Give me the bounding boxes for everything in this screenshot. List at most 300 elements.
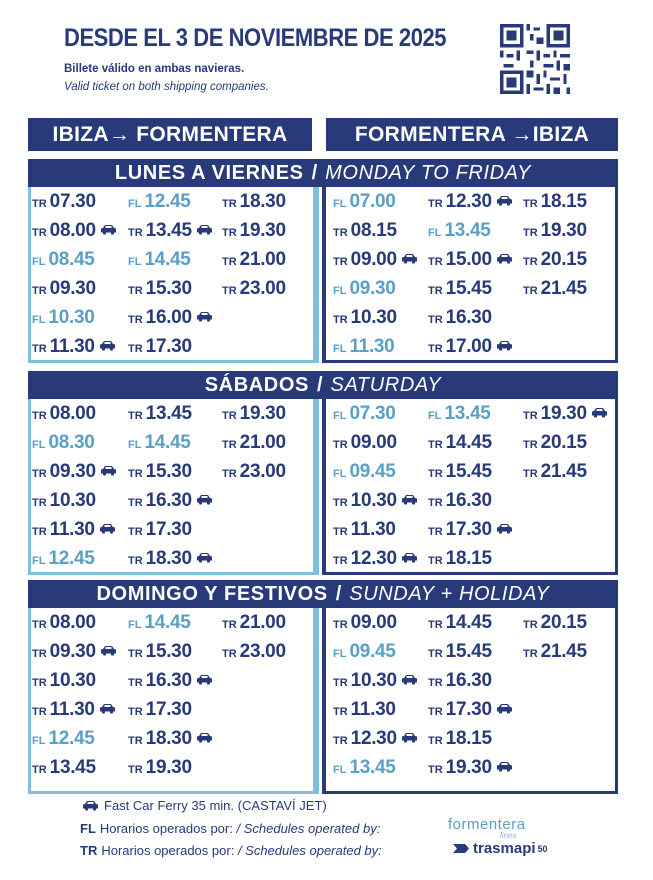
time-value: 18.15 [445, 728, 492, 749]
time-value: 09.30 [49, 641, 96, 662]
departure-time [428, 336, 513, 358]
time-value: 11.30 [49, 519, 95, 540]
car-icon [496, 523, 513, 534]
operator-code: TR [128, 410, 143, 422]
time-value: 11.30 [49, 699, 95, 720]
operator-code: FL [333, 198, 347, 210]
departure-time [333, 336, 394, 358]
departure-time [32, 757, 96, 779]
legend-fl-abbr: FL [80, 821, 96, 836]
car-icon [401, 732, 418, 743]
operator-code: FL [333, 343, 347, 355]
subtitle-es: Billete válido en ambas navieras. [64, 63, 245, 75]
time-value: 11.30 [350, 699, 396, 720]
operator-code: FL [428, 227, 442, 239]
operator-code: FL [333, 410, 347, 422]
car-icon [496, 703, 513, 714]
operator-code: TR [32, 343, 47, 355]
departure-time [333, 249, 418, 271]
departure-time [333, 670, 418, 692]
time-value: 15.45 [445, 278, 492, 299]
time-value: 16.30 [445, 307, 492, 328]
car-icon [496, 761, 513, 772]
time-value: 16.30 [145, 670, 192, 691]
operator-code: TR [128, 497, 143, 509]
formentera-lines-logo-sub: lines [500, 831, 517, 840]
operator-code: TR [523, 198, 538, 210]
departure-time [128, 670, 213, 692]
departure-time [428, 699, 513, 721]
time-value: 19.30 [540, 403, 587, 424]
operator-code: TR [128, 706, 143, 718]
operator-code: TR [428, 764, 443, 776]
operator-code: TR [428, 619, 443, 631]
trasmapi-logo-icon [452, 842, 470, 855]
time-value: 19.30 [239, 220, 286, 241]
car-icon [100, 645, 117, 656]
time-value: 16.00 [145, 307, 192, 328]
departure-time [32, 641, 117, 663]
page-title: DESDE EL 3 DE NOVIEMBRE DE 2025 [64, 24, 447, 52]
operator-code: FL [333, 468, 347, 480]
departure-time [333, 490, 418, 512]
time-value: 13.45 [49, 757, 96, 778]
operator-code: FL [128, 256, 142, 268]
car-icon [99, 703, 116, 714]
legend-tr [80, 843, 382, 858]
operator-code: FL [428, 410, 442, 422]
section-label-es: SÁBADOS [204, 373, 309, 396]
operator-code: TR [222, 619, 237, 631]
operator-code: TR [222, 285, 237, 297]
legend-fl-en: / Schedules operated by: [236, 821, 381, 836]
departure-time [333, 432, 397, 454]
time-value: 09.30 [49, 278, 96, 299]
operator-code: TR [428, 555, 443, 567]
operator-code: TR [128, 227, 143, 239]
departure-time [32, 191, 96, 213]
departure-time [333, 757, 396, 779]
time-value: 08.30 [48, 432, 95, 453]
time-value: 15.30 [145, 278, 192, 299]
time-value: 18.15 [445, 548, 492, 569]
trasmapi-logo-text: trasmapi [473, 840, 536, 857]
operator-code: TR [333, 706, 348, 718]
departure-time [128, 728, 213, 750]
car-icon [401, 552, 418, 563]
time-value: 20.15 [540, 432, 587, 453]
operator-code: TR [32, 764, 47, 776]
departure-time [128, 278, 192, 300]
operator-code: TR [333, 735, 348, 747]
operator-code: TR [523, 227, 538, 239]
time-value: 19.30 [540, 220, 587, 241]
operator-code: TR [32, 468, 47, 480]
time-value: 12.45 [144, 191, 191, 212]
time-value: 08.45 [48, 249, 95, 270]
operator-code: TR [128, 343, 143, 355]
time-value: 21.45 [540, 641, 587, 662]
car-icon [196, 494, 213, 505]
departure-time [128, 699, 192, 721]
car-icon [196, 552, 213, 563]
time-value: 12.30 [350, 728, 397, 749]
legend-tr-es: Horarios operados por: [101, 843, 235, 858]
car-icon [196, 311, 213, 322]
legend-fl-es: Horarios operados por: [99, 821, 233, 836]
departure-time [128, 548, 213, 570]
departure-time [128, 757, 192, 779]
operator-code: TR [32, 285, 47, 297]
operator-code: FL [32, 735, 46, 747]
departure-time [32, 278, 96, 300]
car-icon [99, 523, 116, 534]
operator-code: TR [523, 410, 538, 422]
car-icon [496, 340, 513, 351]
subtitle-en: Valid ticket on both shipping companies. [64, 81, 269, 93]
operator-code: TR [222, 256, 237, 268]
time-value: 14.45 [445, 612, 492, 633]
time-value: 15.45 [445, 461, 492, 482]
operator-code: TR [222, 410, 237, 422]
time-value: 14.45 [144, 249, 191, 270]
departure-time [222, 278, 286, 300]
car-icon [401, 494, 418, 505]
departure-time [428, 641, 492, 663]
legend-fl [80, 821, 380, 836]
departure-time [32, 670, 96, 692]
time-value: 13.45 [349, 757, 396, 778]
legend-tr-en: / Schedules operated by: [237, 843, 382, 858]
operator-code: TR [428, 256, 443, 268]
time-value: 21.00 [239, 432, 286, 453]
time-value: 15.00 [445, 249, 492, 270]
time-value: 16.30 [145, 490, 192, 511]
time-value: 21.45 [540, 278, 587, 299]
operator-code: FL [128, 198, 142, 210]
operator-code: FL [333, 285, 347, 297]
operator-code: TR [523, 256, 538, 268]
time-value: 17.30 [445, 519, 492, 540]
car-icon [496, 253, 513, 264]
departure-time [428, 728, 492, 750]
time-value: 18.15 [540, 191, 587, 212]
departure-time [333, 548, 418, 570]
departure-time [523, 278, 587, 300]
operator-code: TR [222, 198, 237, 210]
car-icon [99, 340, 116, 351]
departure-time [128, 490, 213, 512]
time-value: 17.30 [145, 336, 192, 357]
section-label-en: SATURDAY [330, 373, 442, 396]
time-value: 07.00 [349, 191, 396, 212]
legend-car-text: Fast Car Ferry 35 min. (CASTAVÍ JET) [104, 798, 327, 813]
section-header [28, 371, 618, 399]
departure-time [523, 220, 587, 242]
departure-time [32, 699, 116, 721]
car-icon [100, 465, 117, 476]
operator-code: TR [428, 526, 443, 538]
car-icon [82, 800, 99, 811]
departure-time [128, 191, 191, 213]
departure-time [32, 490, 96, 512]
operator-code: TR [428, 439, 443, 451]
time-value: 08.00 [49, 612, 96, 633]
time-value: 09.00 [350, 612, 397, 633]
departure-time [32, 519, 116, 541]
operator-code: TR [222, 227, 237, 239]
section-label-es: LUNES A VIERNES [114, 161, 304, 184]
departure-time [428, 461, 492, 483]
operator-code: TR [428, 314, 443, 326]
operator-code: TR [128, 314, 143, 326]
operator-code: TR [128, 764, 143, 776]
departure-time [128, 432, 191, 454]
time-value: 08.15 [350, 220, 397, 241]
time-value: 15.30 [145, 461, 192, 482]
time-value: 21.00 [239, 612, 286, 633]
departure-time [428, 249, 513, 271]
departure-time [523, 191, 587, 213]
time-value: 09.00 [350, 249, 397, 270]
time-value: 10.30 [48, 307, 95, 328]
section-label-es: DOMINGO Y FESTIVOS [96, 582, 328, 605]
car-icon [196, 224, 213, 235]
time-value: 17.30 [145, 699, 192, 720]
time-value: 12.45 [48, 728, 95, 749]
departure-time [428, 757, 513, 779]
time-value: 13.45 [444, 403, 491, 424]
operator-code: TR [32, 410, 47, 422]
departure-time [428, 191, 513, 213]
departure-time [333, 461, 396, 483]
route-formentera-ibiza: FORMENTERA →IBIZA [326, 118, 618, 151]
departure-time [222, 612, 286, 634]
operator-code: TR [128, 677, 143, 689]
time-value: 19.30 [239, 403, 286, 424]
route-ibiza-formentera: IBIZA→ FORMENTERA [28, 118, 312, 151]
departure-time [333, 278, 396, 300]
time-value: 21.45 [540, 461, 587, 482]
operator-code: TR [222, 648, 237, 660]
time-value: 23.00 [239, 278, 286, 299]
departure-time [333, 641, 396, 663]
time-value: 09.00 [350, 432, 397, 453]
departure-time [128, 307, 213, 329]
time-value: 12.30 [350, 548, 397, 569]
departure-time [523, 612, 587, 634]
operator-code: TR [523, 648, 538, 660]
departure-time [333, 612, 397, 634]
time-value: 09.30 [49, 461, 96, 482]
time-value: 11.30 [349, 336, 395, 357]
departure-time [428, 612, 492, 634]
operator-code: TR [333, 526, 348, 538]
departure-time [428, 519, 513, 541]
section-separator: / [311, 161, 318, 184]
section-header [28, 159, 618, 187]
departure-time [222, 641, 286, 663]
departure-time [222, 220, 286, 242]
departure-time [523, 432, 587, 454]
departure-time [128, 612, 191, 634]
departure-time [32, 220, 117, 242]
time-value: 12.45 [48, 548, 95, 569]
time-value: 21.00 [239, 249, 286, 270]
departure-time [222, 249, 286, 271]
time-value: 16.30 [445, 490, 492, 511]
departure-time [222, 191, 286, 213]
departure-time [128, 249, 191, 271]
qr-code-icon[interactable] [500, 24, 570, 94]
operator-code: TR [523, 439, 538, 451]
operator-code: TR [428, 198, 443, 210]
operator-code: TR [428, 497, 443, 509]
operator-code: TR [523, 468, 538, 480]
departure-time [128, 519, 192, 541]
departure-time [32, 403, 96, 425]
departure-time [523, 403, 608, 425]
time-value: 10.30 [49, 490, 96, 511]
operator-code: TR [523, 285, 538, 297]
departure-time [333, 699, 396, 721]
departure-time [333, 307, 397, 329]
departure-time [32, 336, 116, 358]
departure-time [428, 278, 492, 300]
operator-code: TR [32, 198, 47, 210]
section-label-en: SUNDAY + HOLIDAY [349, 582, 550, 605]
legend-tr-abbr: TR [80, 843, 98, 858]
departure-time [222, 403, 286, 425]
operator-code: FL [32, 314, 46, 326]
time-value: 18.30 [145, 548, 192, 569]
departure-time [333, 728, 418, 750]
departure-time [128, 336, 192, 358]
departure-time [333, 403, 396, 425]
departure-time [428, 307, 492, 329]
formentera-lines-logo: formentera [448, 816, 526, 833]
departure-time [222, 432, 286, 454]
section-separator: / [335, 582, 342, 605]
time-value: 08.00 [49, 220, 96, 241]
operator-code: TR [128, 285, 143, 297]
operator-code: TR [333, 439, 348, 451]
time-value: 14.45 [445, 432, 492, 453]
car-icon [196, 732, 213, 743]
departure-time [32, 612, 96, 634]
departure-time [523, 249, 587, 271]
time-value: 07.30 [49, 191, 96, 212]
time-value: 18.30 [239, 191, 286, 212]
departure-time [128, 641, 192, 663]
departure-time [32, 249, 95, 271]
operator-code: TR [428, 648, 443, 660]
operator-code: TR [128, 648, 143, 660]
departure-time [523, 461, 587, 483]
operator-code: TR [32, 619, 47, 631]
time-value: 10.30 [350, 670, 397, 691]
operator-code: TR [32, 677, 47, 689]
departure-time [333, 519, 396, 541]
time-value: 19.30 [145, 757, 192, 778]
operator-code: FL [128, 439, 142, 451]
operator-code: TR [222, 439, 237, 451]
operator-code: TR [222, 468, 237, 480]
departure-time [128, 461, 192, 483]
time-value: 23.00 [239, 461, 286, 482]
operator-code: FL [32, 439, 46, 451]
time-value: 09.45 [349, 641, 396, 662]
departure-time [128, 220, 213, 242]
time-value: 16.30 [445, 670, 492, 691]
operator-code: TR [333, 227, 348, 239]
time-value: 12.30 [445, 191, 492, 212]
operator-code: TR [428, 343, 443, 355]
departure-time [428, 220, 491, 242]
time-value: 13.45 [145, 403, 192, 424]
time-value: 10.30 [350, 490, 397, 511]
departure-time [32, 728, 95, 750]
departure-time [128, 403, 192, 425]
operator-code: TR [428, 735, 443, 747]
operator-code: TR [32, 227, 47, 239]
departure-time [32, 548, 95, 570]
departure-time [333, 220, 397, 242]
car-icon [100, 224, 117, 235]
departure-time [32, 432, 95, 454]
time-value: 17.30 [145, 519, 192, 540]
time-value: 17.30 [445, 699, 492, 720]
time-value: 07.30 [349, 403, 396, 424]
operator-code: TR [32, 497, 47, 509]
operator-code: TR [333, 619, 348, 631]
time-value: 11.30 [49, 336, 95, 357]
operator-code: FL [128, 619, 142, 631]
legend-car [82, 798, 327, 813]
time-value: 14.45 [144, 432, 191, 453]
operator-code: TR [32, 648, 47, 660]
car-icon [401, 253, 418, 264]
time-value: 10.30 [350, 307, 397, 328]
operator-code: FL [32, 256, 46, 268]
trasmapi-logo-badge: 50 [537, 843, 548, 854]
time-value: 10.30 [49, 670, 96, 691]
departure-time [222, 461, 286, 483]
operator-code: TR [32, 526, 47, 538]
operator-code: TR [428, 468, 443, 480]
departure-time [32, 307, 95, 329]
time-value: 19.30 [445, 757, 492, 778]
operator-code: TR [128, 555, 143, 567]
operator-code: TR [128, 468, 143, 480]
time-value: 13.45 [145, 220, 192, 241]
car-icon [196, 674, 213, 685]
departure-time [333, 191, 396, 213]
operator-code: FL [333, 764, 347, 776]
operator-code: TR [428, 285, 443, 297]
time-value: 13.45 [444, 220, 491, 241]
time-value: 15.45 [445, 641, 492, 662]
time-value: 20.15 [540, 612, 587, 633]
car-icon [496, 195, 513, 206]
departure-time [428, 490, 492, 512]
operator-code: TR [428, 706, 443, 718]
time-value: 09.30 [349, 278, 396, 299]
operator-code: TR [333, 677, 348, 689]
time-value: 11.30 [350, 519, 396, 540]
operator-code: TR [428, 677, 443, 689]
departure-time [428, 403, 491, 425]
